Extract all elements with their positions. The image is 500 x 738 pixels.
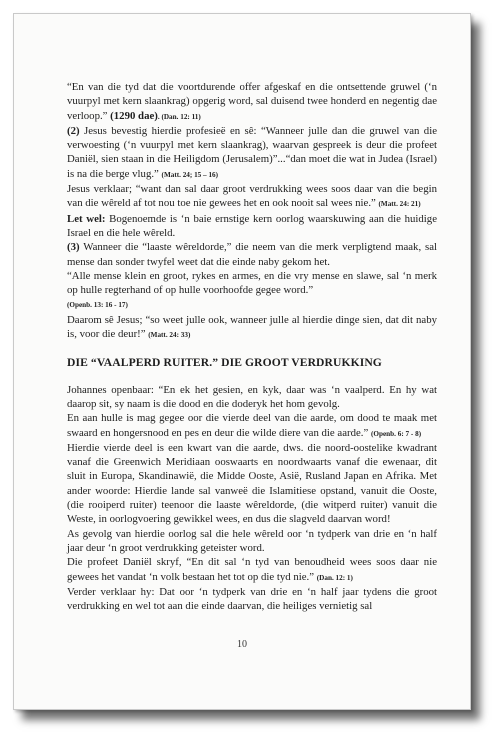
paragraph-openb-13: “Alle mense klein en groot, rykes en armes, en die vry mense en slawe, sal ‘n merk op hulle regterhand of op hulle voorhoofde gegee word.” (Openb. 13: 16 - 17): [67, 269, 437, 310]
paragraph-point-3: (3) Wanneer die “laaste wêreldorde,” die neem van die merk verpligtend maak, sal mense dan sonder twyfel weet dat die einde naby gekom het.: [67, 241, 437, 268]
paragraph-matt-24-33: Daarom sê Jesus; “so weet julle ook, wanneer julle al hierdie dinge sien, dat dit naby is, voor die deur!” (Matt. 24: 33): [67, 313, 437, 341]
paragraph-dan-12-11: “En van die tyd dat die voortdurende offer afgeskaf en die ontsettende gruwel (‘n vuurpyl met kern slaankrag) opgerig word, sal duisend twee honderd en negentig dae verloop.” (1290 dae). (Dan. 12: 11): [67, 81, 437, 122]
paragraph-oorlog: As gevolg van hierdie oorlog sal die hele wêreld oor ‘n tydperk van drie en ‘n half jaar deur ‘n groot verdrukking geteister word.: [67, 527, 437, 554]
paragraph-johannes: Johannes openbaar: “En ek het gesien, en kyk, daar was ‘n vaalperd. En hy wat daarop sit, sy naam is die dood en die doderyk het hom gevolg.: [67, 383, 437, 410]
paragraph-daniel: Die profeet Daniël skryf, “En dit sal ‘n tyd van benoudheid wees soos daar nie gewees het vandat ‘n volk bestaan het tot op die tyd nie.” (Dan. 12: 1): [67, 556, 437, 583]
paragraph-openb-6: En aan hulle is mag gegee oor die vierde deel van die aarde, om dood te maak met swaard en hongersnood en pes en deur die wilde diere van die aarde.” (Openb. 6: 7 - 8): [67, 412, 437, 439]
paragraph-matt-24-21: Jesus verklaar; “want dan sal daar groot verdrukking wees soos daar van die begin van die wêreld af tot nou toe nie gewees het en ook nooit sal wees nie.” (Matt. 24: 21): [67, 183, 437, 210]
paragraph-vierde-deel: Hierdie vierde deel is een kwart van die aarde, dws. die noord-oostelike kwadrant vanaf die Greenwich Meridiaan ooswaarts en noordwaarts vanaf die ewenaar, dit sluit in Europa, Skandinawië, die Midde Ooste, Asië, Rusland Japan en Afrika. Met ander woorde: Hierdie lande sal vanweë die Islamitiese opstand, vanuit die Ooste, (die rooiperd ruiter) teenoor die laaste wêreldorde, (die witperd ruiter) vanuit die Weste, in oorlogvoering gewikkel wees, en dus die slagveld daarvan word!: [67, 441, 437, 526]
page-number: 10: [237, 639, 247, 650]
paragraph-let-wel: Let wel: Bogenoemde is ‘n baie ernstige kern oorlog waarskuwing aan die huidige Israel en die hele wêreld.: [67, 212, 437, 239]
section-heading: DIE “VAALPERD RUITER.” DIE GROOT VERDRUKKING: [67, 356, 382, 370]
page-content: [67, 80, 437, 613]
paragraph-point-2: (2) Jesus bevestig hierdie profesieë en sê: “Wanneer julle dan die gruwel van die verwoesting (‘n vuurpyl met kern slaankrag), waarvan gespreek is deur die profeet Daniël, sien staan in die Heiligdom (Jerusalem)”...“dan moet die wat in Judea (Israel) is na die berge vlug.” (Matt. 24; 15 – 16): [67, 124, 437, 180]
paragraph-verder: Verder verklaar hy: Dat oor ‘n tydperk van drie en ‘n half jaar tydens die groot verdrukking en wel tot aan die einde daarvan, die heiliges vernietig sal: [67, 585, 437, 613]
book-page: [13, 13, 471, 710]
